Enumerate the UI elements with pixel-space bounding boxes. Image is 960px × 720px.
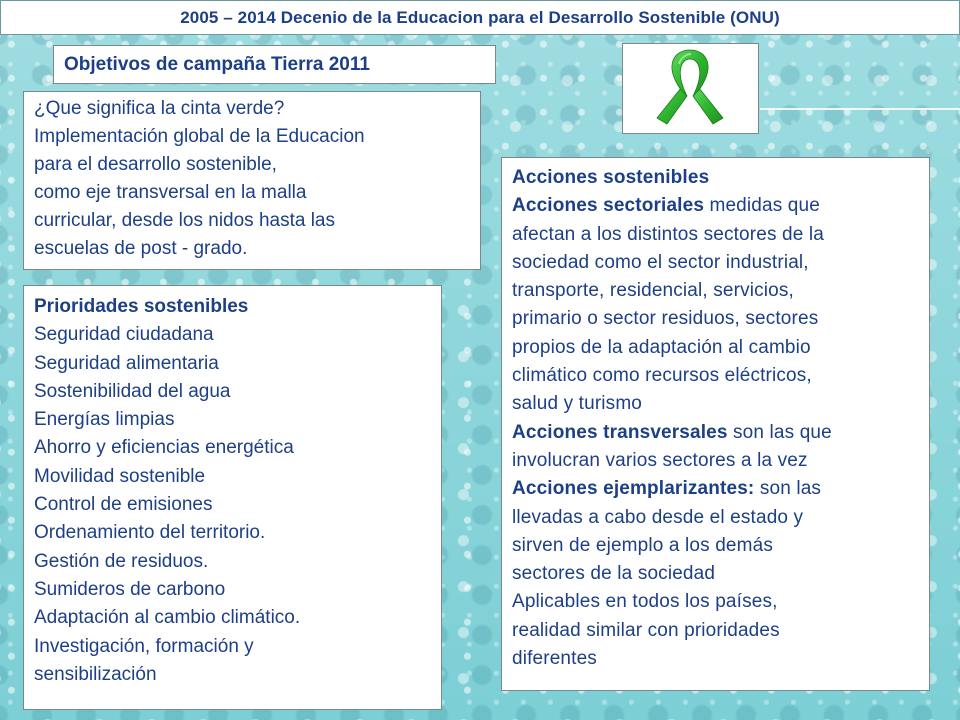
acciones-text-line: sectores de la sociedad bbox=[512, 563, 716, 585]
acciones-transversales-text: son las que bbox=[727, 421, 832, 443]
prioridades-box bbox=[23, 285, 442, 710]
acciones-aplicables-line: Aplicables en todos los países, bbox=[512, 591, 778, 613]
acciones-text-line: climático como recursos eléctricos, bbox=[512, 365, 812, 387]
acciones-text-line: salud y turismo bbox=[512, 393, 643, 415]
prioridad-item: Investigación, formación y bbox=[34, 635, 254, 657]
acciones-ejemplarizantes-line bbox=[512, 475, 919, 503]
acciones-transversales-line bbox=[512, 419, 919, 447]
acciones-sectoriales-text: medidas que bbox=[704, 195, 820, 217]
header-banner bbox=[0, 0, 960, 35]
prioridad-item: Movilidad sostenible bbox=[34, 465, 206, 487]
prioridad-item: sensibilización bbox=[34, 663, 157, 685]
acciones-box bbox=[501, 157, 930, 691]
prioridad-item: Ahorro y eficiencias energética bbox=[34, 437, 294, 459]
acciones-ejemplarizantes-term: Acciones ejemplarizantes: bbox=[512, 478, 755, 500]
prioridad-item: Sumideros de carbono bbox=[34, 578, 226, 600]
cinta-line: Implementación global de la Educacion bbox=[34, 126, 365, 147]
acciones-heading: Acciones sostenibles bbox=[512, 167, 710, 188]
acciones-transversales-term: Acciones transversales bbox=[512, 421, 728, 443]
acciones-text-line: sociedad como el sector industrial, bbox=[512, 251, 809, 273]
prioridad-item: Seguridad alimentaria bbox=[34, 352, 219, 374]
acciones-text-line: propios de la adaptación al cambio bbox=[512, 336, 811, 358]
green-ribbon-icon bbox=[623, 44, 758, 133]
campaign-title-box bbox=[53, 45, 496, 84]
cinta-line: curricular, desde los nidos hasta las bbox=[34, 210, 335, 231]
prioridad-item: Sostenibilidad del agua bbox=[34, 380, 231, 402]
acciones-text-line: sirven de ejemplo a los demás bbox=[512, 534, 773, 556]
acciones-sectoriales-term: Acciones sectoriales bbox=[512, 195, 705, 217]
acciones-aplicables-line: realidad similar con prioridades bbox=[512, 619, 780, 641]
cinta-line: como eje transversal en la malla bbox=[34, 182, 307, 203]
acciones-text-line: afectan a los distintos sectores de la bbox=[512, 223, 824, 245]
prioridad-item: Adaptación al cambio climático. bbox=[34, 607, 301, 629]
header-title: 2005 – 2014 Decenio de la Educacion para el Desarrollo Sostenible (ONU) bbox=[180, 7, 780, 27]
acciones-ejemplarizantes-text: son las bbox=[754, 478, 822, 500]
cinta-question: ¿Que significa la cinta verde? bbox=[34, 98, 285, 119]
cinta-verde-box bbox=[23, 91, 481, 270]
ribbon-image-box bbox=[622, 43, 759, 134]
campaign-title: Objetivos de campaña Tierra 2011 bbox=[64, 53, 370, 75]
cinta-line: escuelas de post - grado. bbox=[34, 238, 248, 259]
prioridades-heading: Prioridades sostenibles bbox=[34, 296, 249, 317]
acciones-text-line: transporte, residencial, servicios, bbox=[512, 280, 794, 302]
prioridad-item: Control de emisiones bbox=[34, 494, 213, 516]
divider-line bbox=[760, 108, 960, 110]
acciones-text-line: primario o sector residuos, sectores bbox=[512, 308, 819, 330]
prioridad-item: Gestión de residuos. bbox=[34, 550, 209, 572]
cinta-line: para el desarrollo sostenible, bbox=[34, 154, 277, 175]
prioridad-item: Ordenamiento del territorio. bbox=[34, 522, 266, 544]
prioridad-item: Seguridad ciudadana bbox=[34, 324, 214, 346]
acciones-aplicables-line: diferentes bbox=[512, 648, 597, 670]
acciones-sectoriales-line bbox=[512, 192, 919, 220]
acciones-text-line: involucran varios sectores a la vez bbox=[512, 449, 808, 471]
acciones-text-line: llevadas a cabo desde el estado y bbox=[512, 506, 804, 528]
prioridad-item: Energías limpias bbox=[34, 409, 175, 431]
